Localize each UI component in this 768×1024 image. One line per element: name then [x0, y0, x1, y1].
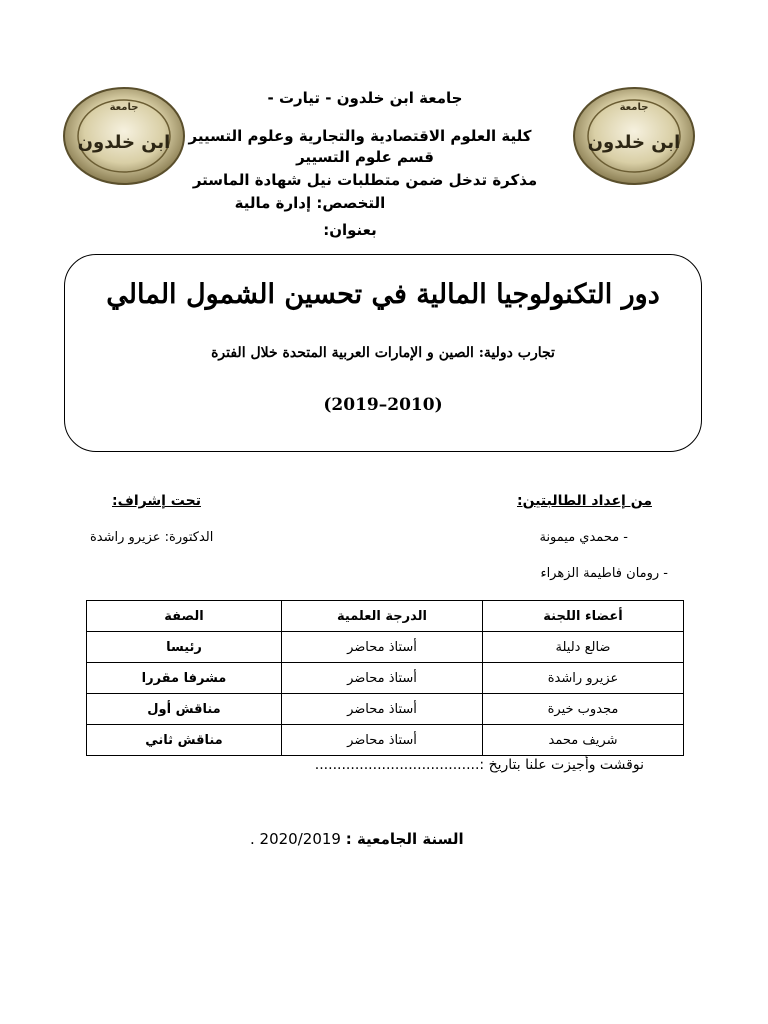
department-name: قسم علوم التسيير: [296, 148, 434, 166]
prepared-by-label: من إعداد الطالبتين:: [517, 493, 652, 509]
title-label: بعنوان:: [323, 221, 377, 239]
thesis-subtitle: تجارب دولية: الصين و الإمارات العربية المتحدة خلال الفترة: [211, 345, 555, 361]
logo-calligraphy: ابن خلدون: [77, 132, 171, 153]
member-rank: أستاذ محاضر: [282, 725, 483, 756]
header-rank: الدرجة العلمية: [282, 601, 483, 632]
thesis-period: (2010–2019): [323, 395, 443, 415]
academic-year-value: 2020/2019 .: [250, 830, 341, 848]
student-2: - رومان فاطيمة الزهراء: [540, 566, 668, 581]
university-logo-right: [572, 86, 696, 186]
logo-ring-text: جامعة: [109, 102, 139, 113]
thesis-title: دور التكنولوجيا المالية في تحسين الشمول المالي: [106, 279, 660, 310]
header-role: الصفة: [87, 601, 282, 632]
member-name: مجدوب خيرة: [483, 694, 684, 725]
member-name: شريف محمد: [483, 725, 684, 756]
header-members: أعضاء اللجنة: [483, 601, 684, 632]
faculty-name: كلية العلوم الاقتصادية والتجارية وعلوم التسيير: [188, 127, 532, 145]
table-row: [87, 663, 684, 694]
committee-table: [86, 600, 684, 756]
member-role: مشرفا مقررا: [87, 663, 282, 694]
academic-year: [250, 830, 464, 848]
table-row: [87, 725, 684, 756]
member-role: مناقش أول: [87, 694, 282, 725]
thesis-note: مذكرة تدخل ضمن متطلبات نيل شهادة الماستر: [192, 171, 538, 189]
university-name: جامعة ابن خلدون - تيارت -: [267, 89, 463, 107]
member-rank: أستاذ محاضر: [282, 632, 483, 663]
title-box: [64, 254, 702, 452]
academic-year-label: السنة الجامعية :: [345, 830, 464, 848]
defense-note: نوقشت وأجيزت علنا بتاريخ :.....................................: [314, 757, 644, 773]
student-1: - محمدي ميمونة: [539, 530, 628, 545]
table-row: [87, 632, 684, 663]
member-name: عزيرو راشدة: [483, 663, 684, 694]
table-header-row: [87, 601, 684, 632]
member-role: مناقش ثاني: [87, 725, 282, 756]
member-rank: أستاذ محاضر: [282, 694, 483, 725]
logo-ring-text: جامعة: [619, 102, 649, 113]
table-row: [87, 694, 684, 725]
supervisor-name: الدكتورة: عزيرو راشدة: [90, 530, 214, 545]
specialty: التخصص: إدارة مالية: [234, 194, 386, 212]
logo-calligraphy: ابن خلدون: [587, 132, 681, 153]
member-role: رئيسا: [87, 632, 282, 663]
member-rank: أستاذ محاضر: [282, 663, 483, 694]
supervision-label: تحت إشراف:: [112, 493, 201, 509]
member-name: ضالع دليلة: [483, 632, 684, 663]
